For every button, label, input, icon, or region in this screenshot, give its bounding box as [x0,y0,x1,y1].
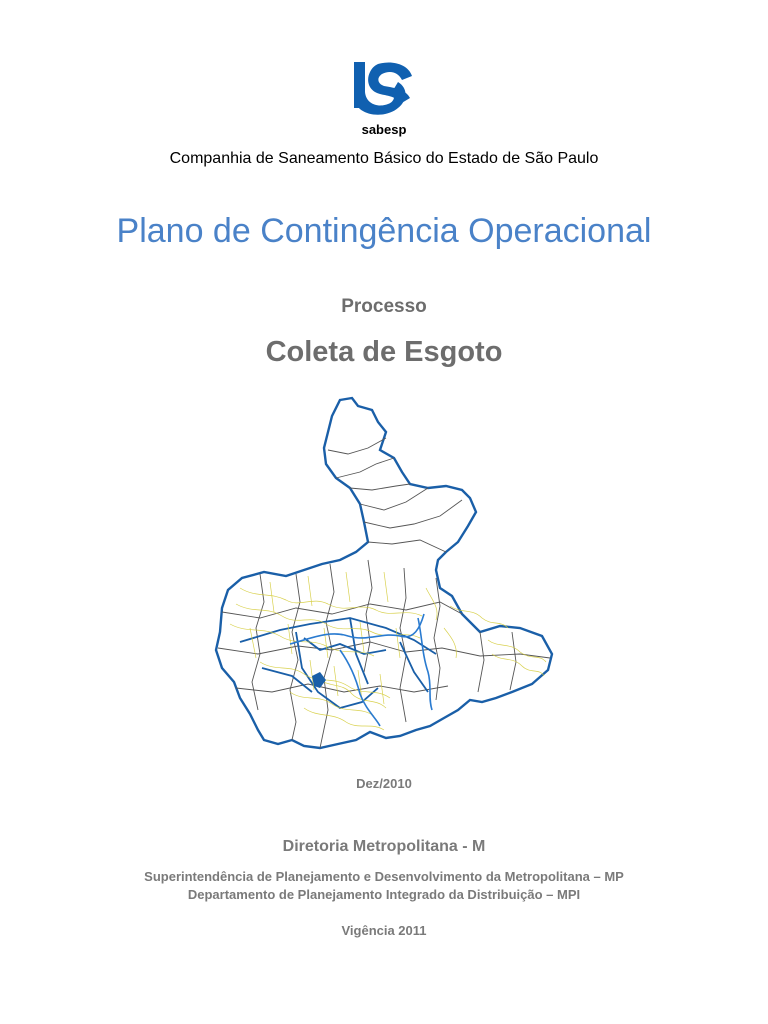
directorate: Diretoria Metropolitana - M [282,838,486,855]
document-title: Plano de Contingência Operacional [116,212,652,250]
issue-date: Dez/2010 [356,776,412,791]
sabesp-logo [348,58,420,140]
validity: Vigência 2011 [341,923,427,938]
company-name: Companhia de Saneamento Básico do Estado de São Paulo [169,150,599,167]
superintendence: Superintendência de Planejamento e Desenvolvimento da Metropolitana – MP [144,869,624,884]
region-map-icon [200,392,570,762]
sabesp-logo-icon [348,58,420,140]
process-label: Processo [341,296,427,317]
logo-text: sabesp [361,122,407,137]
region-map [200,392,570,762]
department: Departamento de Planejamento Integrado da Distribuição – MPI [187,887,581,902]
process-name: Coleta de Esgoto [265,336,503,368]
